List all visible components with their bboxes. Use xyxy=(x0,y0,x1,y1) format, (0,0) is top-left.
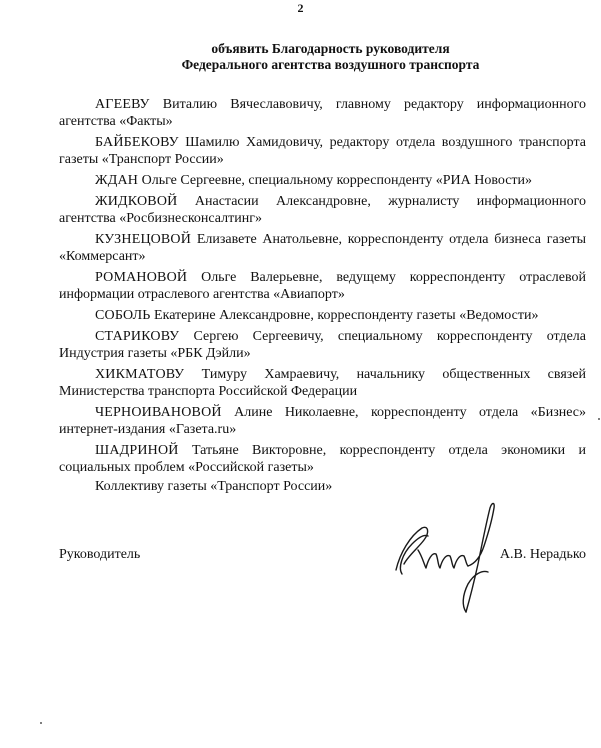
awardee-details: Виталию Вячеславовичу, главному редактору информационного агентства «Факты» xyxy=(59,97,586,129)
awardee-entry xyxy=(59,134,586,168)
awardee-entry xyxy=(59,404,586,438)
awardee-entry xyxy=(59,172,586,189)
awardee-surname: СОБОЛЬ xyxy=(95,308,151,323)
document-heading xyxy=(60,41,601,73)
awardee-details: Сергею Сергеевичу, специальному корреспонденту отдела Индустрия газеты «РБК Дэйли» xyxy=(59,329,586,361)
awardee-surname: АГЕЕВУ xyxy=(95,97,150,112)
awardee-surname: ШАДРИНОЙ xyxy=(95,443,179,458)
awardee-surname: СТАРИКОВУ xyxy=(95,329,180,344)
awardee-surname: ЖДАН xyxy=(95,173,139,188)
page-number: 2 xyxy=(297,1,304,15)
awardee-details: Татьяне Викторовне, корреспонденту отдела экономики и социальных проблем «Российской газеты» xyxy=(59,443,586,475)
awardee-entry xyxy=(59,328,586,362)
handwritten-signature xyxy=(388,498,500,616)
awardee-list xyxy=(59,96,586,495)
awardee-surname: ЧЕРНОИВАНОВОЙ xyxy=(95,405,222,420)
scan-speck xyxy=(40,722,42,724)
awardee-surname: КУЗНЕЦОВОЙ xyxy=(95,232,192,247)
closing-line: Коллективу газеты «Транспорт России» xyxy=(95,479,333,494)
awardee-surname: БАЙБЕКОВУ xyxy=(95,135,179,150)
signature-row xyxy=(59,547,586,567)
awardee-details: Анастасии Александровне, журналисту информационного агентства «Росбизнесконсалтинг» xyxy=(59,194,586,226)
awardee-entry xyxy=(59,269,586,303)
awardee-entry xyxy=(59,193,586,227)
awardee-entry xyxy=(59,231,586,265)
awardee-entry xyxy=(59,96,586,130)
scan-speck xyxy=(598,418,600,420)
heading-line-1: объявить Благодарность руководителя xyxy=(211,41,450,56)
awardee-details: Шамилю Хамидовичу, редактору отдела воздушного транспорта газеты «Транспорт России» xyxy=(59,135,586,167)
signer-name: А.В. Нерадько xyxy=(499,547,586,562)
awardee-details: Екатерине Александровне, корреспонденту газеты «Ведомости» xyxy=(150,308,539,323)
awardee-surname: ЖИДКОВОЙ xyxy=(95,194,178,209)
awardee-surname: РОМАНОВОЙ xyxy=(95,270,188,285)
heading-line-2: Федерального агентства воздушного транспорта xyxy=(181,57,480,72)
awardee-entry xyxy=(59,442,586,476)
awardee-entry xyxy=(59,307,586,324)
awardee-surname: ХИКМАТОВУ xyxy=(95,367,185,382)
awardee-entry xyxy=(59,366,586,400)
awardee-details: Ольге Валерьевне, ведущему корреспонденту отраслевой информации отраслевого агентства «Авиапорт» xyxy=(59,270,586,302)
signer-role: Руководитель xyxy=(59,547,141,562)
awardee-details: Алине Николаевне, корреспонденту отдела «Бизнес» интернет-издания «Газета.ru» xyxy=(59,405,586,437)
awardee-details: Елизавете Анатольевне, корреспонденту отдела бизнеса газеты «Коммерсант» xyxy=(59,232,586,264)
awardee-details: Ольге Сергеевне, специальному корреспонденту «РИА Новости» xyxy=(138,173,533,188)
awardee-details: Тимуру Хамраевичу, начальнику общественных связей Министерства транспорта Российской Федерации xyxy=(59,367,586,399)
